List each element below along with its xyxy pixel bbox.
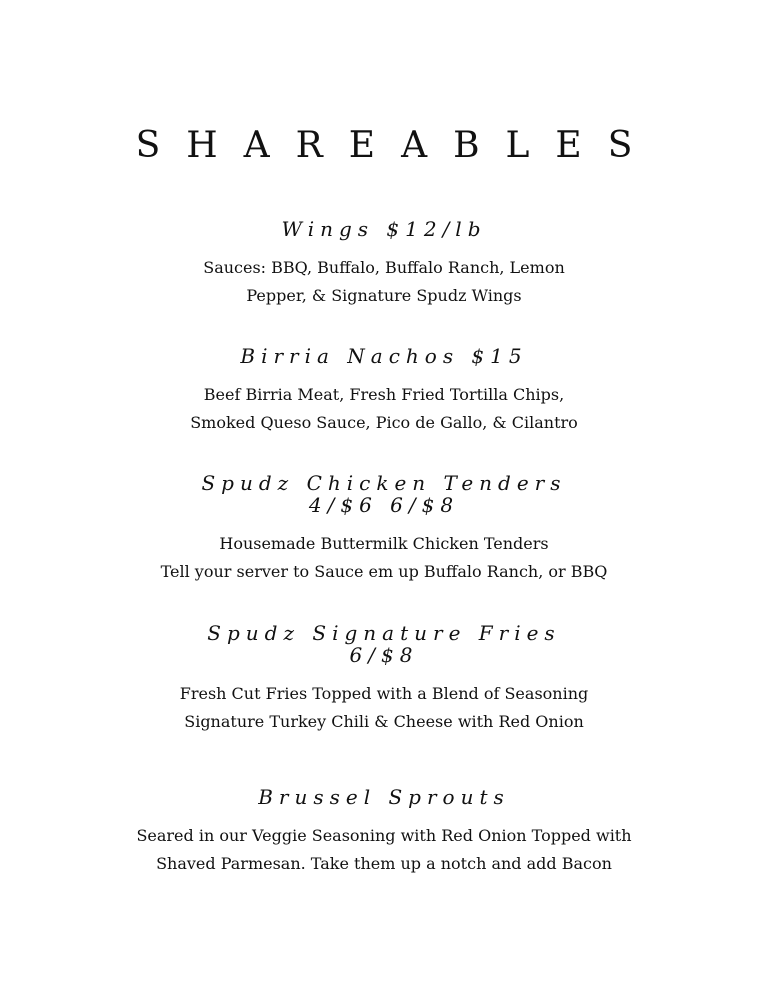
menu-item-description: Tell your server to Sauce em up Buffalo Ranch, or BBQ [160, 562, 608, 581]
menu-item-description: Shaved Parmesan. Take them up a notch and add Bacon [156, 854, 612, 873]
menu-item-price: 6/$8 [349, 643, 419, 667]
menu-item-birria-nachos [0, 345, 768, 437]
menu-item-signature-fries [0, 622, 768, 736]
menu-item-description: Beef Birria Meat, Fresh Fried Tortilla Chips, [203, 385, 565, 404]
menu-item-chicken-tenders [0, 472, 768, 586]
menu-item-wings [0, 218, 768, 310]
menu-item-brussel-sprouts [0, 786, 768, 878]
menu-item-price: 4/$6 6/$8 [308, 493, 460, 517]
menu-item-description: Smoked Queso Sauce, Pico de Gallo, & Cilantro [190, 413, 578, 432]
menu-item-title: Wings $12/lb [281, 217, 487, 241]
menu-item-description: Fresh Cut Fries Topped with a Blend of Seasoning [179, 684, 589, 703]
menu-item-title: Brussel Sprouts [258, 785, 510, 809]
menu-item-title: Birria Nachos $15 [240, 344, 528, 368]
menu-item-description: Pepper, & Signature Spudz Wings [246, 286, 522, 305]
menu-item-description: Housemade Buttermilk Chicken Tenders [219, 534, 549, 553]
menu-item-description: Sauces: BBQ, Buffalo, Buffalo Ranch, Lemon [203, 258, 565, 277]
menu-item-description: Signature Turkey Chili & Cheese with Red Onion [184, 712, 584, 731]
menu-item-title: Spudz Signature Fries [207, 621, 561, 645]
menu-heading: SHAREABLES [135, 125, 659, 166]
menu-item-description: Seared in our Veggie Seasoning with Red Onion Topped with [136, 826, 632, 845]
menu-item-title: Spudz Chicken Tenders [201, 471, 567, 495]
